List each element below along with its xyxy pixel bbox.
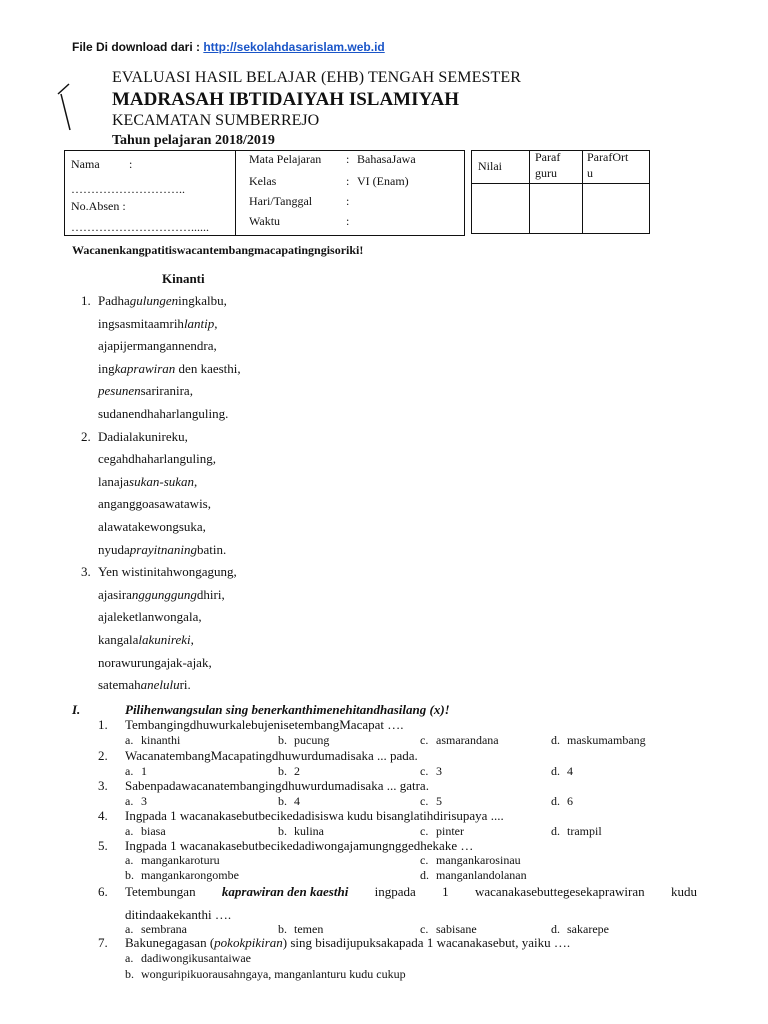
option-text: 2 bbox=[294, 764, 300, 778]
poem-line-segment: norawurungajak-ajak, bbox=[98, 654, 212, 670]
poem-line-segment: sariranira, bbox=[140, 383, 193, 399]
verse-number: 1. bbox=[81, 293, 91, 308]
reading-instruction: Wacanenkangpatitiswacantembangmacapatingngisoriki! bbox=[72, 243, 364, 257]
poem-line-segment: den kaesthi, bbox=[175, 360, 241, 376]
question-text: TembangingdhuwurkalebujenisetembangMacapat …. bbox=[125, 717, 404, 732]
option-text: asmarandana bbox=[436, 733, 499, 747]
option-letter: b. bbox=[278, 824, 287, 838]
poem-line bbox=[98, 564, 237, 580]
option-text: kinanthi bbox=[141, 733, 181, 747]
option-letter: c. bbox=[420, 764, 429, 778]
poem-line bbox=[98, 542, 226, 558]
option-letter: c. bbox=[420, 733, 429, 747]
option-text: mangankarongombe bbox=[141, 868, 239, 882]
option-letter: b. bbox=[278, 733, 287, 747]
question-text: Ingpada 1 wacanakasebutbecikedadiwongajamungnggedhekake … bbox=[125, 838, 474, 853]
option-letter: c. bbox=[420, 824, 429, 838]
paraf-guru-label: Paraf bbox=[535, 150, 561, 164]
info-value-class: VI (Enam) bbox=[357, 174, 409, 188]
poem-line bbox=[98, 429, 188, 445]
poem-line-segment: anelulu bbox=[140, 677, 180, 693]
poem-line-segment: ajaleketlanwongala, bbox=[98, 609, 202, 625]
option-letter: d. bbox=[551, 794, 560, 808]
paraf-ortu-label-2: u bbox=[587, 166, 593, 180]
poem-line-segment: nyuda bbox=[98, 541, 130, 557]
option-letter: a. bbox=[125, 733, 134, 747]
option-letter: a. bbox=[125, 853, 134, 867]
info-label-class: Kelas bbox=[249, 174, 277, 188]
question-number: 5. bbox=[98, 838, 108, 853]
poem-line-segment: sukan-sukan bbox=[129, 473, 195, 489]
poem-line bbox=[98, 383, 193, 399]
grade-box bbox=[471, 150, 650, 234]
option-text: dadiwongikusantaiwae bbox=[141, 951, 251, 965]
download-prefix: File Di download dari : bbox=[72, 40, 204, 54]
option-text: pucung bbox=[294, 733, 330, 747]
absen-label: No.Absen : bbox=[71, 199, 126, 213]
question-text-segment: ) sing bisadijupuksakapada 1 wacanakasebut, yaiku …. bbox=[282, 935, 571, 950]
option-text: 3 bbox=[436, 764, 442, 778]
option-text: kulina bbox=[294, 824, 324, 838]
poem-line-segment: batin. bbox=[196, 541, 227, 557]
poem-line-segment: Dadialakunireku, bbox=[98, 428, 188, 444]
option-letter: d. bbox=[420, 868, 429, 882]
option-text: trampil bbox=[567, 824, 602, 838]
poem-line bbox=[98, 632, 194, 648]
slash-mark-icon bbox=[56, 82, 76, 132]
option-text: mangankarot​uru bbox=[141, 853, 220, 867]
question-text-word: kudu bbox=[670, 884, 697, 899]
option-text: 3 bbox=[141, 794, 147, 808]
poem-line-segment: ing bbox=[98, 360, 115, 376]
poem-line-segment: satemah bbox=[98, 677, 141, 693]
option-letter: a. bbox=[125, 922, 134, 936]
info-colon: : bbox=[346, 214, 350, 228]
student-identity-box bbox=[64, 150, 236, 236]
poem-line bbox=[98, 406, 228, 422]
option-letter: b. bbox=[125, 967, 134, 981]
poem-line-segment: ingsasmitaamrih bbox=[98, 315, 184, 331]
question-text bbox=[125, 884, 697, 900]
poem-line bbox=[98, 519, 206, 535]
poem-line-segment: sudanendhaharlanguling. bbox=[98, 406, 229, 421]
poem-line bbox=[98, 474, 197, 490]
question-number: 3. bbox=[98, 778, 108, 793]
option-letter: b. bbox=[278, 922, 287, 936]
poem-line-segment: Yen wistinitahwongagung, bbox=[98, 564, 237, 580]
info-colon: : bbox=[346, 174, 350, 188]
option-text: sabisane bbox=[436, 922, 477, 936]
poem-line bbox=[98, 338, 217, 354]
info-label-subject: Mata Pelajaran bbox=[249, 152, 322, 166]
option-text: 6 bbox=[567, 794, 573, 808]
paraf-guru-label-2: guru bbox=[535, 166, 557, 180]
question-text: WacanatembangMacapatingdhuwurdumadisaka ... pada. bbox=[125, 748, 418, 763]
option-text: 4 bbox=[567, 764, 573, 778]
question-text-segment: Tetembungan bbox=[125, 884, 196, 899]
section-title: Pilihenwangsulan sing benerkanthimenehitandhasilang (x)! bbox=[125, 702, 450, 717]
option-letter: c. bbox=[420, 853, 429, 867]
poem-line-segment: prayitnaning bbox=[129, 541, 197, 557]
question-text bbox=[125, 935, 570, 951]
poem-line-segment: alawatakewongsuka, bbox=[98, 519, 206, 534]
info-label-date: Hari/Tanggal bbox=[249, 194, 313, 208]
poem-line-segment: ajapijermangannendra, bbox=[98, 338, 217, 354]
poem-line-segment: lanaja bbox=[98, 473, 130, 489]
question-number: 1. bbox=[98, 717, 108, 732]
option-text: manganlandolanan bbox=[436, 868, 527, 882]
nama-dots: ……………………….. bbox=[71, 182, 185, 196]
poem-line bbox=[98, 677, 191, 693]
poem-line bbox=[98, 361, 241, 377]
poem-line-segment: , bbox=[214, 315, 218, 331]
question-text-word: wacanakasebuttegesekaprawiran bbox=[474, 884, 645, 899]
nama-colon: : bbox=[129, 157, 133, 171]
poem-line bbox=[98, 587, 225, 603]
option-text: temen bbox=[294, 922, 324, 936]
school-year: Tahun pelajaran 2018/2019 bbox=[112, 133, 275, 148]
option-letter: a. bbox=[125, 794, 134, 808]
paraf-ortu-label: ParafOrt bbox=[587, 150, 629, 164]
subject-info-box bbox=[235, 150, 465, 236]
option-letter: c. bbox=[420, 794, 429, 808]
section-roman: I. bbox=[72, 702, 81, 717]
question-text: Ingpada 1 wacanakasebutbecikedadisiswa kudu bisanglatihdirisupaya .... bbox=[125, 808, 504, 823]
option-letter: d. bbox=[551, 922, 560, 936]
option-letter: b. bbox=[125, 868, 134, 882]
info-value-subject: BahasaJawa bbox=[357, 152, 416, 166]
question-text-segment: Bakunegagasan ( bbox=[125, 935, 215, 950]
option-text: sakarepe bbox=[567, 922, 609, 936]
poem-line-segment: ingkalbu, bbox=[178, 293, 227, 308]
option-text: sembrana bbox=[141, 922, 187, 936]
question-number: 4. bbox=[98, 808, 108, 823]
option-text: pinter bbox=[436, 824, 464, 838]
poem-line-segment: pesunen bbox=[98, 383, 141, 399]
info-colon: : bbox=[346, 194, 350, 208]
poem-line-segment: kaprawiran bbox=[114, 360, 176, 376]
poem-line-segment: ri. bbox=[179, 677, 191, 693]
option-letter: d. bbox=[551, 764, 560, 778]
option-letter: b. bbox=[278, 794, 287, 808]
poem-line bbox=[98, 496, 211, 512]
question-text-continued: ditindaakekanthi …. bbox=[125, 907, 232, 922]
poem-line-segment: , bbox=[190, 632, 194, 647]
info-colon: : bbox=[346, 152, 350, 166]
option-letter: d. bbox=[551, 733, 560, 747]
poem-line bbox=[98, 451, 216, 467]
poem-line-segment: , bbox=[194, 473, 198, 489]
option-letter: b. bbox=[278, 764, 287, 778]
option-text: mangankarosinau bbox=[436, 853, 521, 867]
absen-dots: …………………………...... bbox=[71, 220, 209, 234]
download-source-line bbox=[72, 40, 385, 54]
info-label-time: Waktu bbox=[249, 214, 281, 228]
option-letter: a. bbox=[125, 951, 134, 965]
option-text: maskumambang bbox=[567, 733, 646, 747]
option-letter: d. bbox=[551, 824, 560, 838]
download-link[interactable]: http://sekolahdasarislam.web.id bbox=[203, 40, 385, 54]
poem-title: Kinanti bbox=[162, 271, 205, 286]
poem-line-segment: anganggoasawatawis, bbox=[98, 496, 211, 512]
question-number: 2. bbox=[98, 748, 108, 763]
verse-number: 2. bbox=[81, 428, 91, 444]
option-text: 1 bbox=[141, 764, 147, 778]
poem-line-segment: dhiri, bbox=[196, 586, 225, 602]
header-line-3: KECAMATAN SUMBERREJO bbox=[112, 112, 320, 129]
option-text: biasa bbox=[141, 824, 166, 838]
option-letter: a. bbox=[125, 824, 134, 838]
poem-line bbox=[98, 655, 212, 671]
poem-line-segment: ajasira bbox=[98, 586, 132, 602]
option-letter: a. bbox=[125, 764, 134, 778]
verse-number: 3. bbox=[81, 564, 91, 580]
option-text: 5 bbox=[436, 794, 442, 808]
question-number: 7. bbox=[98, 935, 108, 950]
poem-line-segment: lantip bbox=[183, 315, 215, 331]
question-text-word: 1 bbox=[442, 884, 449, 899]
poem-line-segment: gulungen bbox=[129, 293, 179, 308]
header-line-2: MADRASAH IBTIDAIYAH ISLAMIYAH bbox=[112, 89, 459, 110]
poem-line-segment: kangala bbox=[98, 632, 139, 647]
option-text: 4 bbox=[294, 794, 300, 808]
poem-line bbox=[98, 316, 218, 332]
question-text-emphasis: kaprawiran den kaesthi bbox=[221, 884, 349, 899]
question-text-word: ingpada bbox=[374, 884, 416, 899]
nilai-label: Nilai bbox=[478, 159, 502, 173]
poem-line bbox=[98, 609, 202, 625]
poem-line bbox=[98, 293, 227, 309]
header-line-1: EVALUASI HASIL BELAJAR (EHB) TENGAH SEMESTER bbox=[112, 69, 521, 86]
option-letter: c. bbox=[420, 922, 429, 936]
poem-line-segment: nggunggung bbox=[131, 586, 197, 602]
poem-line-segment: lakunireki bbox=[138, 632, 191, 647]
poem-line-segment: Padha bbox=[98, 293, 130, 308]
option-text: wonguripikuorausahngaya, manganlanturu kudu cukup bbox=[141, 967, 406, 981]
question-number: 6. bbox=[98, 884, 108, 899]
nama-label: Nama bbox=[71, 157, 100, 171]
question-text-italic: pokokpikiran bbox=[214, 935, 283, 950]
question-text: Sabenpadawacanatembangingdhuwurdumadisaka ... gatra. bbox=[125, 778, 429, 793]
poem-line-segment: cegahdhaharlanguling, bbox=[98, 451, 217, 467]
